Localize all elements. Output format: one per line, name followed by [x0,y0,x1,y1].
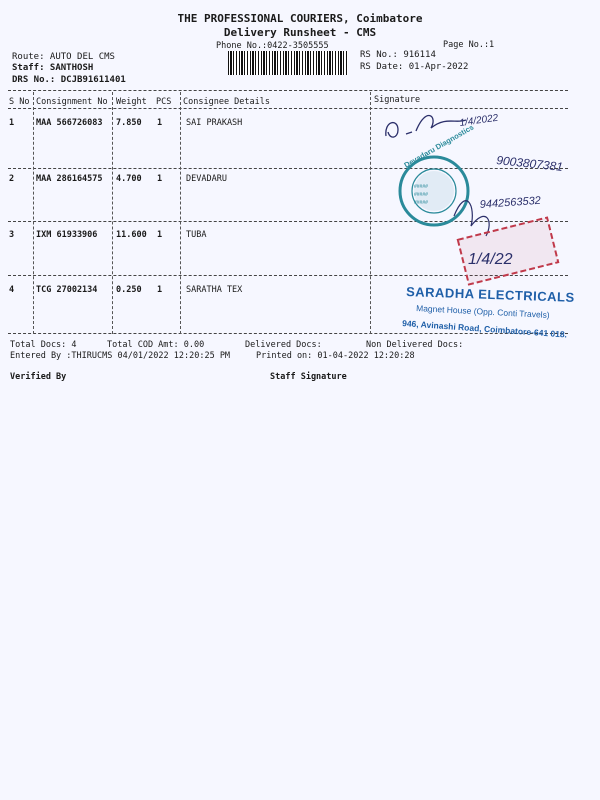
svg-text:#####: ##### [414,184,428,190]
row-consignment: TCG 27002134 [36,285,98,295]
row-pcs: 1 [157,174,163,184]
svg-text:#####: ##### [414,200,428,206]
signature-stamps [376,96,586,346]
staff-signature-label: Staff Signature [270,372,347,382]
col-divider-2 [112,92,113,334]
row-weight: 7.850 [116,118,142,128]
col-consignment: Consignment No [36,97,108,107]
handwritten-date-2: 1/4/22 [468,251,513,268]
handwritten-phone-1: 9003807381 [495,153,564,174]
page-number: Page No.:1 [443,40,495,50]
total-cod: Total COD Amt: 0.00 [107,340,205,350]
delivered-docs: Delivered Docs: [245,340,322,350]
col-signature: Signature [374,95,421,105]
row-weight: 4.700 [116,174,142,184]
col-consignee: Consignee Details [183,97,270,107]
row-consignment: MAA 566726083 [36,118,103,128]
non-delivered-docs: Non Delivered Docs: [366,340,464,350]
row-consignee: SAI PRAKASH [186,118,243,128]
printed-on: Printed on: 01-04-2022 12:20:28 [256,351,415,361]
row-pcs: 1 [157,285,163,295]
phone-number: Phone No.:0422-3505555 [216,41,329,51]
entered-by: Entered By :THIRUCMS 04/01/2022 12:20:25 PM [10,351,231,361]
row-sno: 1 [9,118,15,128]
total-docs: Total Docs: 4 [10,340,77,350]
col-divider-1 [33,92,34,334]
handwritten-phone-2: 9442563532 [479,194,542,211]
staff: Staff: SANTHOSH [12,63,94,73]
saradha-stamp-line2: 946, Avinashi Road, Coimbatore-641 018. [401,318,568,340]
col-divider-4 [370,92,371,334]
row-sno: 3 [9,230,15,240]
saradha-stamp-name: SARADHA ELECTRICALS [405,284,575,305]
company-name: THE PROFESSIONAL COURIERS, Coimbatore [177,12,423,25]
row-consignee: TUBA [186,230,207,240]
row-consignee: DEVADARU [186,174,227,184]
row-consignment: MAA 286164575 [36,174,103,184]
handwritten-date-1: 1/4/2022 [458,112,499,129]
col-sno: S No [9,97,30,107]
row-pcs: 1 [157,118,163,128]
svg-text:#####: ##### [414,192,428,198]
runsheet-title: Delivery Runsheet - CMS [223,26,377,39]
saradha-stamp-line1: Magnet House (Opp. Conti Travels) [415,303,550,320]
row-sno: 2 [9,174,15,184]
barcode [228,51,348,75]
rule-top [8,90,568,91]
row-consignment: IXM 61933906 [36,230,98,240]
rs-date: RS Date: 01-Apr-2022 [360,62,469,72]
row-pcs: 1 [157,230,163,240]
col-divider-3 [180,92,181,334]
col-pcs: PCS [156,97,172,107]
drs-number: DRS No.: DCJB91611401 [12,75,126,85]
row-weight: 0.250 [116,285,142,295]
row-consignee: SARATHA TEX [186,285,243,295]
verified-by: Verified By [10,372,67,382]
col-weight: Weight [116,97,147,107]
row-sno: 4 [9,285,15,295]
row-weight: 11.600 [116,230,147,240]
rs-number: RS No.: 916114 [360,50,436,60]
devadaru-stamp-text: Devadaru Diagnostics [402,122,476,170]
route: Route: AUTO DEL CMS [12,52,115,62]
